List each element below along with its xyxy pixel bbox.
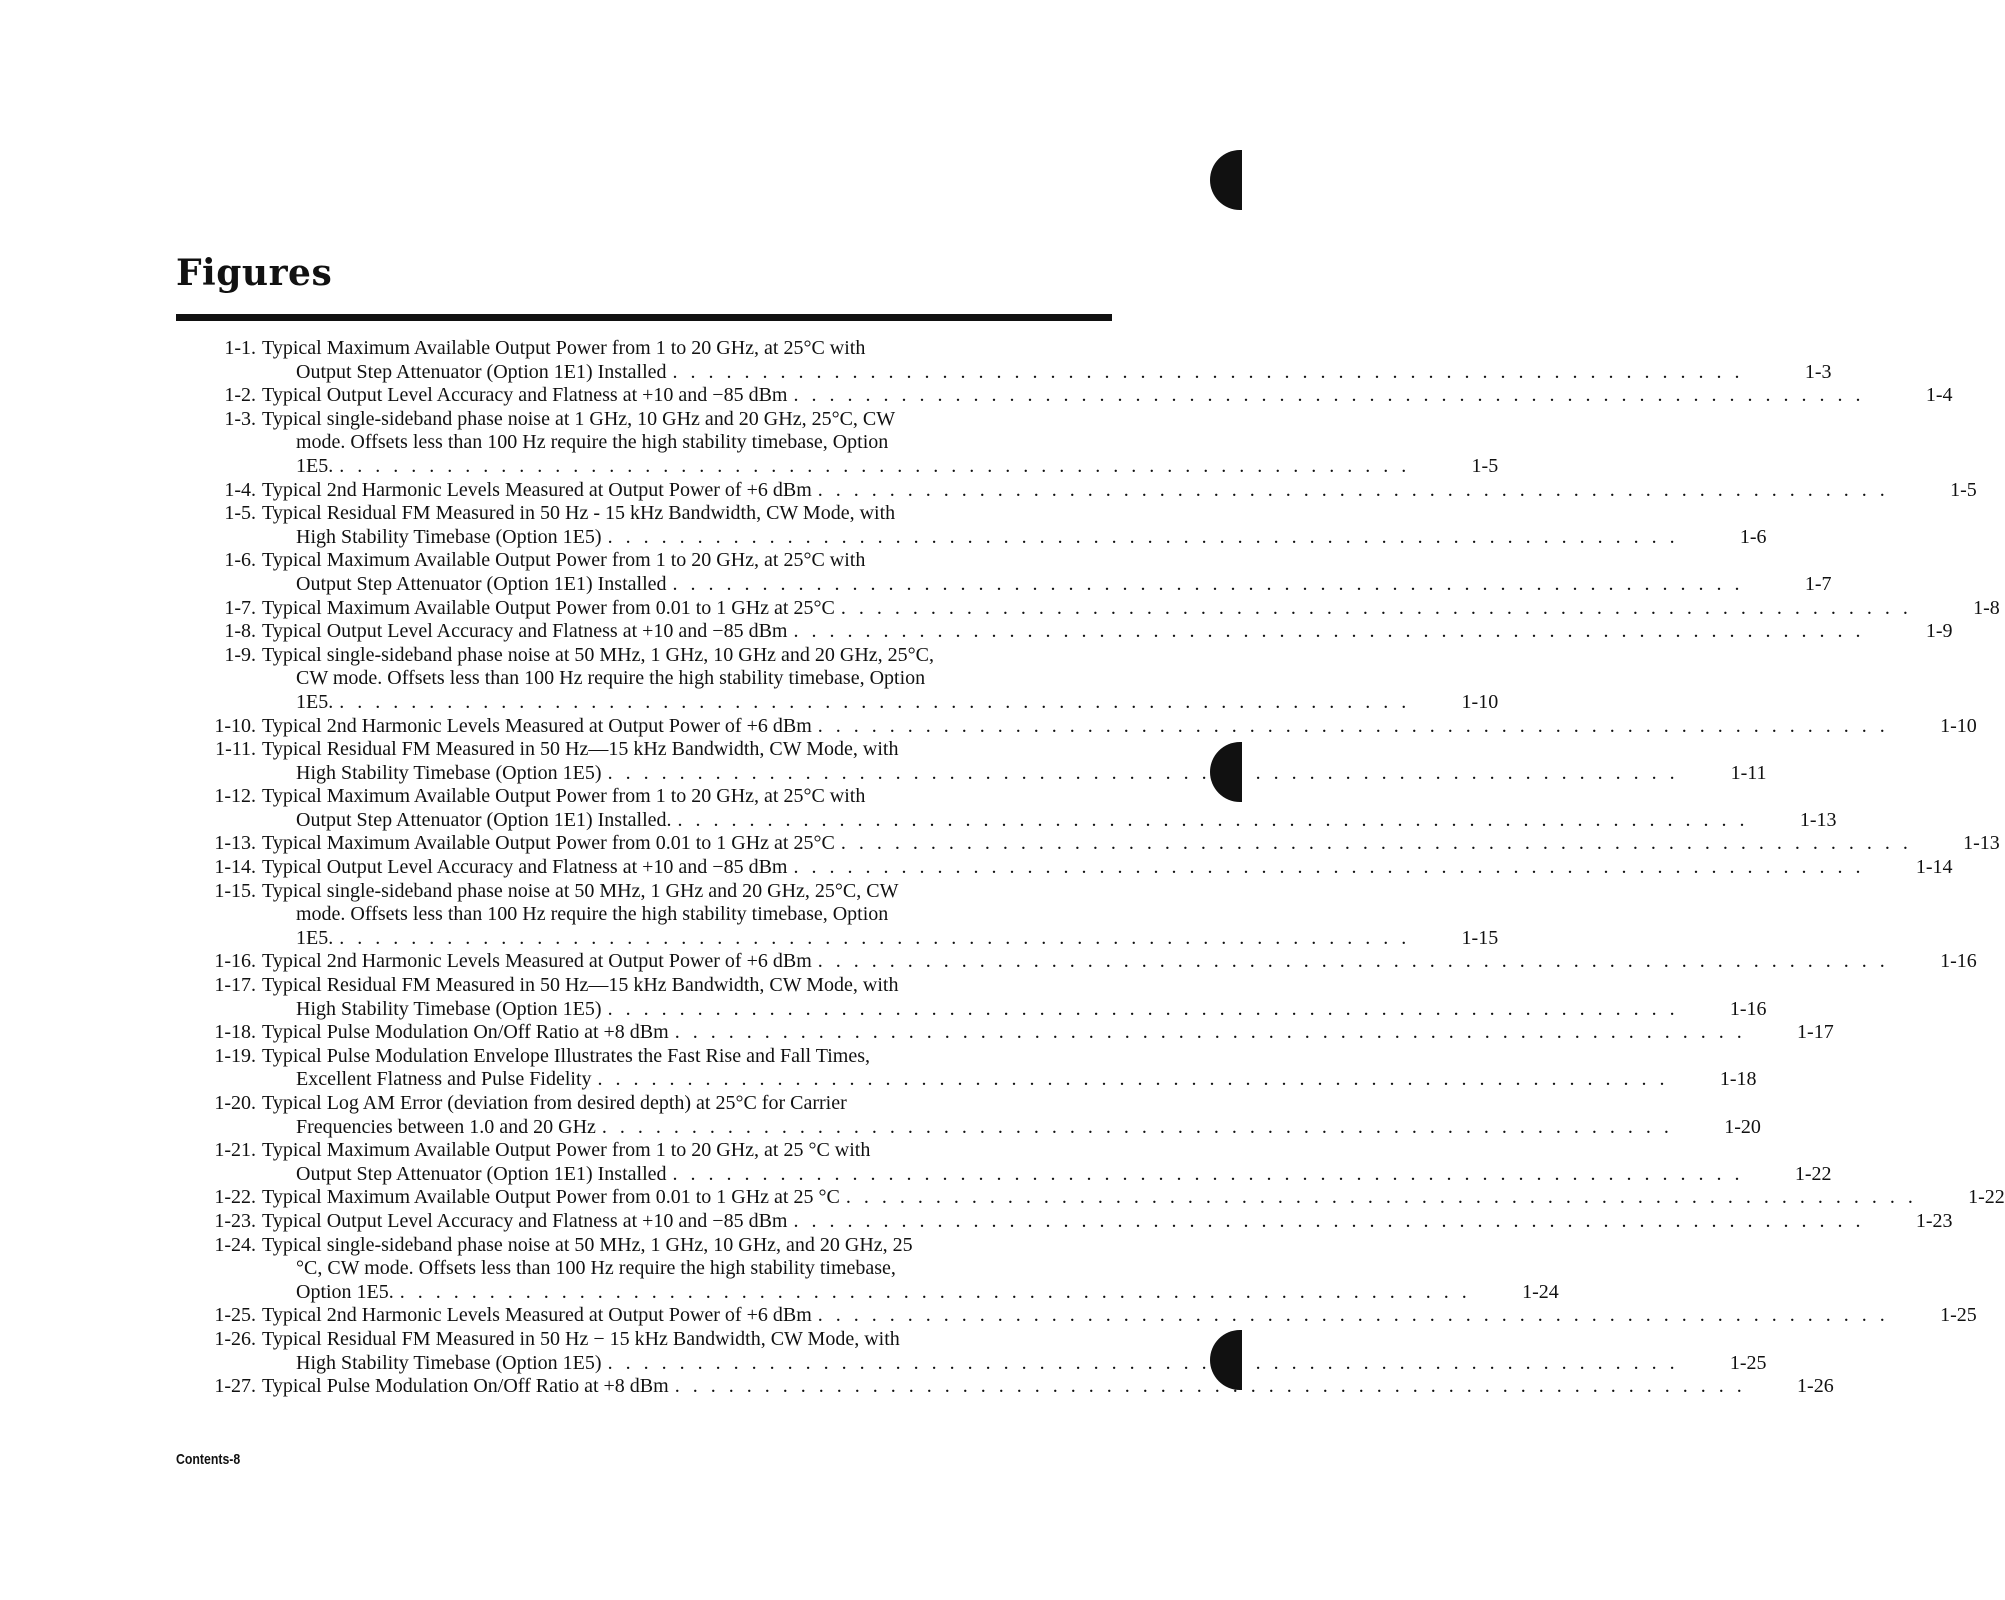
- figure-caption-line: Typical 2nd Harmonic Levels Measured at Output Power of +6 dBm: [262, 714, 812, 737]
- figure-entry[interactable]: [176, 337, 1832, 384]
- figure-caption-line: Typical Maximum Available Output Power from 1 to 20 GHz, at 25°C with: [262, 337, 866, 359]
- page-number-link[interactable]: 1-20: [1724, 1115, 1761, 1138]
- dot-leader: [818, 1304, 1889, 1328]
- figure-number: 1-19.: [214, 1044, 256, 1067]
- page-number-link[interactable]: 1-23: [1915, 1209, 1953, 1232]
- dot-leader: [793, 1210, 1864, 1234]
- dot-leader: [678, 809, 1749, 833]
- figure-number: 1-22.: [214, 1186, 256, 1209]
- figure-entry[interactable]: [176, 1375, 1834, 1399]
- figure-number: 1-16.: [214, 950, 256, 973]
- page-number-link[interactable]: 1-3: [1804, 360, 1832, 383]
- page-number-link[interactable]: 1-11: [1730, 761, 1767, 784]
- figure-number: 1-23.: [214, 1209, 256, 1232]
- figure-caption-line: Typical Output Level Accuracy and Flatness at +10 and −85 dBm: [262, 856, 788, 879]
- figure-caption-line: CW mode. Offsets less than 100 Hz require the high stability timebase, Option: [296, 667, 926, 690]
- dot-leader: [841, 832, 1912, 856]
- dot-leader: [675, 1021, 1746, 1045]
- dot-leader: [339, 927, 1410, 951]
- figure-caption-line: Typical single-sideband phase noise at 50 MHz, 1 GHz, 10 GHz and 20 GHz, 25°C,: [262, 643, 935, 666]
- figure-caption-line: Typical Maximum Available Output Power from 1 to 20 GHz, at 25°C with: [262, 549, 866, 572]
- figure-caption-line: Typical single-sideband phase noise at 50 MHz, 1 GHz, 10 GHz, and 20 GHz, 25: [262, 1233, 913, 1256]
- figure-number: 1-8.: [224, 620, 256, 643]
- page-number-link[interactable]: 1-26: [1797, 1375, 1834, 1398]
- dot-leader: [673, 1163, 1744, 1187]
- figure-caption-line: Typical Maximum Available Output Power from 0.01 to 1 GHz at 25 °C: [262, 1186, 840, 1209]
- figure-caption-line: 1E5.: [296, 454, 334, 477]
- figure-entry[interactable]: [176, 478, 1977, 503]
- figure-entry[interactable]: [176, 785, 1837, 832]
- figure-caption-line: Typical Output Level Accuracy and Flatness at +10 and −85 dBm: [262, 1209, 788, 1232]
- figure-number: 1-1.: [224, 337, 256, 359]
- dot-leader: [846, 1186, 1917, 1210]
- dot-leader: [602, 1116, 1673, 1140]
- dot-leader: [608, 998, 1679, 1022]
- page-footer: Contents-8: [176, 1451, 241, 1468]
- dot-leader: [400, 1281, 1471, 1305]
- figure-entry[interactable]: [176, 1044, 1757, 1092]
- page-number-link[interactable]: 1-13: [1799, 808, 1837, 831]
- figure-number: 1-4.: [224, 478, 256, 501]
- dot-leader: [339, 691, 1410, 715]
- page-number-link[interactable]: 1-14: [1915, 856, 1953, 879]
- page-number-link[interactable]: 1-4: [1925, 384, 1953, 407]
- figure-number: 1-2.: [224, 384, 256, 407]
- page-number-link[interactable]: 1-16: [1729, 997, 1767, 1020]
- page-number-link[interactable]: 1-10: [1461, 690, 1499, 713]
- figure-caption-line: mode. Offsets less than 100 Hz require the high stability timebase, Option: [296, 431, 889, 454]
- page-number-link[interactable]: 1-8: [1973, 596, 2000, 619]
- figure-caption-line: Excellent Flatness and Pulse Fidelity: [296, 1068, 592, 1091]
- figure-caption-line: Typical Pulse Modulation Envelope Illustrates the Fast Rise and Fall Times,: [262, 1044, 870, 1067]
- figure-caption-line: High Stability Timebase (Option 1E5): [296, 761, 602, 784]
- figure-entry[interactable]: [176, 384, 1953, 408]
- figure-caption-line: Typical Output Level Accuracy and Flatness at +10 and −85 dBm: [262, 384, 788, 407]
- dot-leader: [818, 479, 1889, 503]
- figure-number: 1-14.: [214, 856, 256, 879]
- figure-entry[interactable]: [176, 950, 1977, 974]
- figure-number: 1-7.: [224, 596, 256, 619]
- figure-caption-line: High Stability Timebase (Option 1E5): [296, 525, 602, 548]
- figure-caption-line: Typical single-sideband phase noise at 1 GHz, 10 GHz and 20 GHz, 25°C, CW: [262, 407, 896, 430]
- figure-number: 1-6.: [224, 549, 256, 572]
- figure-entry[interactable]: [176, 549, 1832, 596]
- figure-caption-line: Output Step Attenuator (Option 1E1) Installed.: [296, 808, 672, 831]
- figure-caption-line: Typical Maximum Available Output Power from 1 to 20 GHz, at 25°C with: [262, 785, 866, 808]
- figure-entry[interactable]: [176, 1021, 1834, 1045]
- figure-caption-line: mode. Offsets less than 100 Hz require the high stability timebase, Option: [296, 903, 889, 926]
- page-number-link[interactable]: 1-5: [1471, 454, 1499, 477]
- figure-number: 1-27.: [214, 1375, 256, 1398]
- figure-entry[interactable]: [176, 620, 1953, 644]
- dot-leader: [673, 361, 1744, 385]
- page-number-link[interactable]: 1-13: [1963, 832, 2000, 855]
- figure-caption-line: Typical Residual FM Measured in 50 Hz − 15 kHz Bandwidth, CW Mode, with: [262, 1327, 900, 1350]
- page-number-link[interactable]: 1-7: [1804, 572, 1832, 595]
- figure-list: [176, 337, 2005, 1399]
- figure-number: 1-3.: [224, 407, 256, 430]
- page-number-link[interactable]: 1-5: [1950, 478, 1977, 501]
- page-number-link[interactable]: 1-6: [1739, 525, 1767, 548]
- page-number-link[interactable]: 1-18: [1719, 1068, 1757, 1091]
- figure-entry[interactable]: [176, 714, 1977, 739]
- dot-leader: [675, 1375, 1746, 1399]
- figure-entry[interactable]: [176, 1233, 1559, 1305]
- figure-caption-line: Typical Maximum Available Output Power from 0.01 to 1 GHz at 25°C: [262, 596, 835, 619]
- figure-caption-line: Typical single-sideband phase noise at 50 MHz, 1 GHz and 20 GHz, 25°C, CW: [262, 879, 899, 902]
- figure-number: 1-9.: [224, 643, 256, 666]
- dot-leader: [608, 526, 1679, 550]
- page-number-link[interactable]: 1-24: [1522, 1280, 1559, 1303]
- figure-caption-line: Typical Maximum Available Output Power from 1 to 20 GHz, at 25 °C with: [262, 1139, 871, 1162]
- figure-entry[interactable]: [176, 596, 2000, 621]
- page-number-link[interactable]: 1-22: [1794, 1162, 1832, 1185]
- figure-number: 1-15.: [214, 879, 256, 902]
- figure-number: 1-18.: [214, 1021, 256, 1044]
- figure-number: 1-11.: [215, 738, 256, 761]
- figure-caption-line: °C, CW mode. Offsets less than 100 Hz require the high stability timebase,: [296, 1257, 896, 1280]
- figure-caption-line: Typical Pulse Modulation On/Off Ratio at +8 dBm: [262, 1375, 669, 1398]
- page-number-link[interactable]: 1-9: [1925, 620, 1953, 643]
- page-number-link[interactable]: 1-25: [1940, 1304, 1977, 1327]
- dot-leader: [793, 856, 1864, 880]
- dot-leader: [793, 384, 1864, 408]
- figure-number: 1-12.: [214, 785, 256, 808]
- figure-number: 1-25.: [214, 1304, 256, 1327]
- figure-caption-line: Typical 2nd Harmonic Levels Measured at Output Power of +6 dBm: [262, 1304, 812, 1327]
- figure-entry[interactable]: [176, 1327, 1767, 1375]
- figure-caption-line: Typical Residual FM Measured in 50 Hz—15 kHz Bandwidth, CW Mode, with: [262, 738, 899, 761]
- dot-leader: [608, 762, 1679, 786]
- figure-caption-line: Typical 2nd Harmonic Levels Measured at Output Power of +6 dBm: [262, 950, 812, 973]
- figure-number: 1-10.: [214, 714, 256, 737]
- dot-leader: [598, 1068, 1669, 1092]
- figure-entry[interactable]: [176, 1139, 1832, 1186]
- figure-caption-line: High Stability Timebase (Option 1E5): [296, 1351, 602, 1374]
- figure-number: 1-26.: [214, 1327, 256, 1350]
- figure-entry[interactable]: [176, 832, 2000, 856]
- figure-caption-line: Typical Log AM Error (deviation from desired depth) at 25°C for Carrier: [262, 1092, 847, 1114]
- figure-caption-line: Option 1E5.: [296, 1280, 394, 1303]
- figure-number: 1-20.: [214, 1092, 256, 1114]
- figure-entry[interactable]: [176, 974, 1767, 1021]
- figure-number: 1-17.: [214, 974, 256, 997]
- figure-caption-line: Typical 2nd Harmonic Levels Measured at Output Power of +6 dBm: [262, 478, 812, 501]
- figure-entry[interactable]: [176, 1209, 1953, 1234]
- page-number-link[interactable]: 1-10: [1940, 714, 1977, 737]
- page-number-link[interactable]: 1-25: [1729, 1351, 1767, 1374]
- dot-leader: [841, 597, 1912, 621]
- dot-leader: [818, 715, 1889, 739]
- figure-caption-line: 1E5.: [296, 690, 334, 713]
- figure-entry[interactable]: [176, 738, 1767, 785]
- figure-entry[interactable]: [176, 643, 1499, 715]
- title-rule: [176, 314, 1112, 321]
- figure-number: 1-13.: [214, 832, 256, 855]
- page-number-link[interactable]: 1-22: [1968, 1186, 2005, 1209]
- dot-leader: [339, 455, 1410, 479]
- figure-caption-line: Output Step Attenuator (Option 1E1) Installed: [296, 1162, 667, 1185]
- figure-caption-line: Frequencies between 1.0 and 20 GHz: [296, 1115, 596, 1138]
- page-number-link[interactable]: 1-17: [1797, 1021, 1834, 1044]
- figure-caption-line: Typical Output Level Accuracy and Flatness at +10 and −85 dBm: [262, 620, 788, 643]
- page-number-link[interactable]: 1-16: [1940, 950, 1977, 973]
- figure-entry[interactable]: [176, 856, 1953, 880]
- page-number-link[interactable]: 1-15: [1461, 926, 1499, 949]
- figure-entry[interactable]: [176, 879, 1499, 951]
- figure-entry[interactable]: [176, 407, 1499, 479]
- figure-number: 1-5.: [224, 502, 256, 525]
- figure-caption-line: Typical Pulse Modulation On/Off Ratio at +8 dBm: [262, 1021, 669, 1044]
- figure-entry[interactable]: [176, 1304, 1977, 1328]
- figure-entry[interactable]: [176, 502, 1767, 549]
- figure-caption-line: Typical Maximum Available Output Power from 0.01 to 1 GHz at 25°C: [262, 832, 835, 855]
- figure-caption-line: 1E5.: [296, 926, 334, 949]
- figure-caption-line: Typical Residual FM Measured in 50 Hz—15 kHz Bandwidth, CW Mode, with: [262, 974, 899, 997]
- figure-caption-line: Typical Residual FM Measured in 50 Hz - 15 kHz Bandwidth, CW Mode, with: [262, 502, 896, 525]
- section-tab-marker: [1210, 150, 1242, 210]
- dot-leader: [608, 1352, 1679, 1376]
- figure-number: 1-21.: [214, 1139, 256, 1162]
- figure-entry[interactable]: [176, 1092, 1761, 1139]
- dot-leader: [818, 950, 1889, 974]
- dot-leader: [793, 620, 1864, 644]
- figure-caption-line: High Stability Timebase (Option 1E5): [296, 997, 602, 1020]
- dot-leader: [673, 573, 1744, 597]
- figure-caption-line: Output Step Attenuator (Option 1E1) Installed: [296, 360, 667, 383]
- page-title: Figures: [176, 252, 333, 294]
- figure-entry[interactable]: [176, 1186, 2005, 1210]
- figure-caption-line: Output Step Attenuator (Option 1E1) Installed: [296, 572, 667, 595]
- figure-number: 1-24.: [214, 1233, 256, 1256]
